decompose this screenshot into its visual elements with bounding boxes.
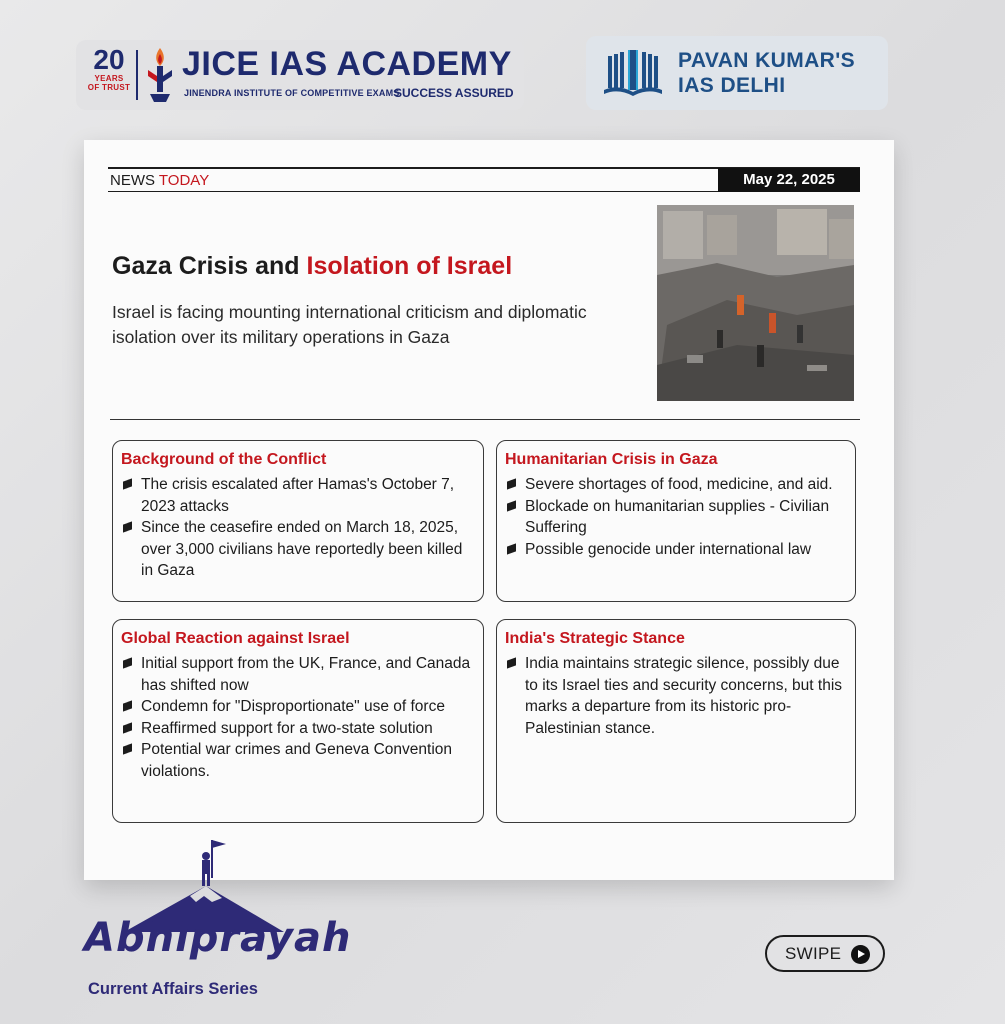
- rubble-photo: [657, 205, 854, 401]
- swipe-button[interactable]: [765, 935, 885, 972]
- bullet-icon: [123, 478, 132, 489]
- list-item-text: Potential war crimes and Geneva Convention violations.: [141, 741, 453, 780]
- list-item-text: India maintains strategic silence, possibly due to its Israel ties and security concerns, but this marks a departure from its historic pro-Palestinian stance.: [525, 655, 843, 737]
- list-item: [121, 517, 473, 582]
- background-section: [112, 440, 484, 602]
- news-today-label: [110, 172, 209, 189]
- bullet-list: [505, 474, 845, 560]
- list-item: [121, 718, 473, 740]
- list-item: [505, 496, 845, 539]
- headline-part1: Gaza Crisis and: [112, 252, 300, 280]
- news-bar: [108, 167, 860, 191]
- list-item-text: Blockade on humanitarian supplies - Civilian Suffering: [525, 497, 830, 536]
- bullet-icon: [507, 500, 516, 511]
- brand-logo-text: Abhiprayah: [84, 915, 352, 961]
- news-label-prefix: NEWS: [110, 172, 155, 189]
- section-title: Background of the Conflict: [121, 451, 327, 468]
- bullet-list: [505, 653, 845, 739]
- list-item-text: Since the ceasefire ended on March 18, 2025, over 3,000 civilians have reportedly been killed in Gaza: [141, 519, 463, 579]
- bullet-icon: [123, 743, 132, 754]
- jice-logo: [76, 40, 524, 110]
- list-item-text: Condemn for "Disproportionate" use of force: [141, 698, 445, 715]
- headline: [112, 252, 512, 281]
- subheadline: Israel is facing mounting international criticism and diplomatic isolation over its military operations in Gaza: [112, 302, 587, 347]
- list-item: [121, 696, 473, 718]
- list-item-text: Possible genocide under international law: [525, 540, 812, 558]
- jice-subtitle: JINENDRA INSTITUTE OF COMPETITIVE EXAMS: [184, 88, 400, 98]
- list-item-text: Reaffirmed support for a two-state solution: [141, 719, 433, 737]
- jice-title: JICE IAS ACADEMY: [182, 45, 512, 83]
- list-item: [121, 739, 473, 782]
- global-reaction-section: [112, 619, 484, 823]
- pavan-title: [678, 48, 855, 98]
- list-item-text: Severe shortages of food, medicine, and aid.: [525, 476, 833, 493]
- list-item-text: Initial support from the UK, France, and Canada has shifted now: [141, 655, 471, 694]
- section-title: Global Reaction against Israel: [121, 630, 350, 647]
- bullet-list: [121, 653, 473, 782]
- section-title: India's Strategic Stance: [505, 630, 685, 647]
- bullet-icon: [123, 700, 132, 711]
- series-label: Current Affairs Series: [88, 980, 258, 998]
- torch-icon: [142, 46, 178, 104]
- bullet-icon: [507, 478, 516, 489]
- pavan-line1: PAVAN KUMAR'S: [678, 49, 856, 72]
- bullet-icon: [507, 657, 516, 668]
- swipe-label: SWIPE: [785, 943, 842, 963]
- years-badge: [84, 46, 134, 92]
- list-item: [121, 474, 473, 517]
- list-item: [505, 653, 845, 739]
- pavan-logo: [586, 36, 888, 110]
- bullet-list: [121, 474, 473, 582]
- play-arrow-icon: [851, 945, 870, 964]
- bullet-icon: [123, 521, 132, 532]
- pavan-line2: IAS DELHI: [678, 74, 786, 97]
- news-card: [84, 140, 894, 880]
- list-item: [505, 539, 845, 561]
- date-badge: May 22, 2025: [718, 168, 860, 192]
- book-icon: [602, 46, 664, 98]
- india-stance-section: [496, 619, 856, 823]
- list-item: [505, 474, 845, 496]
- jice-tagline: SUCCESS ASSURED: [394, 86, 514, 100]
- bullet-icon: [123, 722, 132, 733]
- news-label-suffix: TODAY: [158, 172, 210, 189]
- logo-separator: [136, 50, 138, 100]
- news-bar-underline: [108, 191, 718, 192]
- bullet-icon: [507, 543, 516, 554]
- years-text: YEARS: [94, 74, 124, 83]
- list-item-text: The crisis escalated after Hamas's October 7, 2023 attacks: [141, 476, 455, 515]
- trust-text: OF TRUST: [87, 83, 131, 92]
- bullet-icon: [123, 657, 132, 668]
- section-divider: [110, 419, 860, 420]
- humanitarian-section: [496, 440, 856, 602]
- years-number: 20: [93, 44, 125, 75]
- section-title: Humanitarian Crisis in Gaza: [505, 451, 718, 468]
- headline-part2: Isolation of Israel: [306, 252, 513, 280]
- list-item: [121, 653, 473, 696]
